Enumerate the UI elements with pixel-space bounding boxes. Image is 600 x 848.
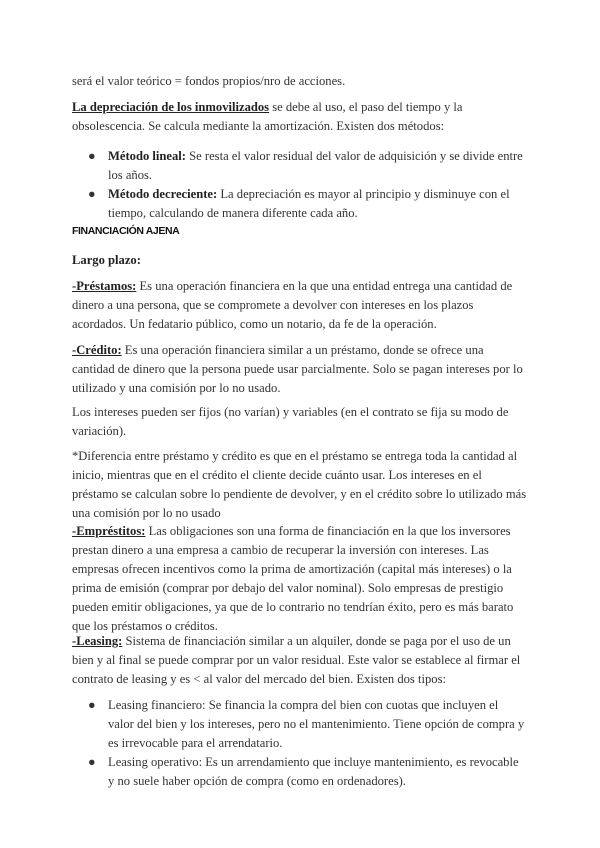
emprestitos-text: Las obligaciones son una forma de financiación en la que los inversores prestan dinero a una empresa a cambio de recuperar la inversión con intereses. Las empresas ofrecen incentivos como la prima de amortización (capital más intereses) o la prima de emisión (comprar por debajo del valor nominal). Solo empresas de prestigio pueden emitir obligaciones, ya que de lo contrario no tendrían éxito, pero es más barato que los préstamos o créditos. [72, 524, 514, 633]
credito-label: -Crédito: [72, 343, 122, 357]
leasing-paragraph [72, 632, 527, 689]
method-label: Método decreciente: [108, 187, 218, 201]
prestamos-paragraph [72, 277, 527, 334]
bullet-icon: ● [88, 755, 96, 769]
emprestitos-label: -Empréstitos: [72, 524, 146, 538]
method-label: Método lineal: [108, 149, 186, 163]
leasing-text: Sistema de financiación similar a un alquiler, donde se paga por el uso de un bien y al final se puede comprar por un valor residual. Este valor se establece al firmar el contrato de leasing y es < al valor del mercado del bien. Existen dos tipos: [72, 634, 521, 686]
credito-paragraph [72, 341, 527, 398]
depreciacion-text: se debe al uso, el paso del tiempo y la obsolescencia. Se calcula mediante la amortización. Existen dos métodos: [72, 100, 463, 133]
methods-list [72, 147, 527, 223]
bullet-icon: ● [88, 698, 96, 712]
list-item [72, 696, 527, 753]
list-item [72, 147, 527, 185]
leasing-type-text: Leasing operativo: Es un arrendamiento que incluye mantenimiento, es revocable y no suele haber opción de compra (como en ordenadores). [108, 755, 519, 788]
emprestitos-paragraph [72, 522, 527, 636]
bullet-icon: ● [88, 149, 96, 163]
prestamos-label: -Préstamos: [72, 279, 137, 293]
intro-paragraph: será el valor teórico = fondos propios/nro de acciones. [72, 74, 346, 88]
list-item [72, 185, 527, 223]
intereses-paragraph: Los intereses pueden ser fijos (no varían) y variables (en el contrato se fija su modo de variación). [72, 405, 509, 438]
credito-text: Es una operación financiera similar a un préstamo, donde se ofrece una cantidad de dinero que la persona puede usar parcialmente. Solo se pagan intereses por lo utilizado y una comisión por lo no usado. [72, 343, 523, 395]
prestamos-text: Es una operación financiera en la que una entidad entrega una cantidad de dinero a una persona, que se compromete a devolver con intereses en los plazos acordados. Un fedatario público, como un notario, da fe de la operación. [72, 279, 513, 331]
largo-plazo-heading: Largo plazo: [72, 253, 141, 267]
depreciacion-title: La depreciación de los inmovilizados [72, 100, 270, 114]
bullet-icon: ● [88, 187, 96, 201]
leasing-types-list [72, 696, 527, 791]
depreciacion-paragraph [72, 98, 527, 136]
leasing-label: -Leasing: [72, 634, 123, 648]
section-heading: FINANCIACIÓN AJENA [72, 225, 180, 237]
method-text: La depreciación es mayor al principio y disminuye con el tiempo, calculando de manera diferente cada año. [108, 187, 510, 220]
list-item [72, 753, 527, 791]
leasing-type-text: Leasing financiero: Se financia la compra del bien con cuotas que incluyen el valor del bien y los intereses, pero no el mantenimiento. Tiene opción de compra y es irrevocable para el arrendatario. [108, 698, 525, 750]
diferencia-paragraph: *Diferencia entre préstamo y crédito es que en el préstamo se entrega toda la cantidad al inicio, mientras que en el crédito el cliente decide cuánto usar. Los intereses en el préstamo se calculan sobre lo pendiente de devolver, y en el crédito sobre lo utilizado más una comisión por lo no usado [72, 449, 527, 520]
method-text: Se resta el valor residual del valor de adquisición y se divide entre los años. [108, 149, 523, 182]
